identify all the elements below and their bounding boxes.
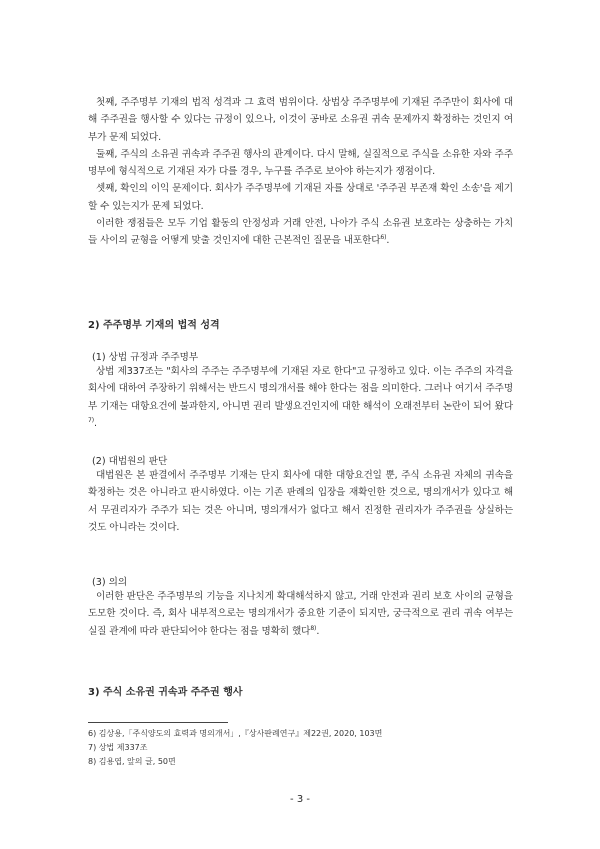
page-number: - 3 - (290, 794, 310, 805)
footnote-8: 8) 김용엽, 앞의 글, 50면 (88, 757, 176, 766)
footnote-6: 6) 김상용,「주식양도의 효력과 명의개서」,『상사판례연구』제22권, 2020, 103면 (88, 729, 383, 738)
subsection-body-1 (88, 363, 513, 432)
subsection-body-2 (88, 467, 513, 536)
footnote-ref-8: 8) (310, 624, 317, 632)
subsection-text-3: 이러한 판단은 주주명부의 기능을 지나치게 확대해석하지 않고, 거래 안전과 권리 보호 사이의 균형을 도모한 것이다. 즉, 회사 내부적으로는 명의개서가 중요한 기준이 되지만, 궁극적으로 권리 귀속 여부는 실질 관계에 따라 판단되어야 한다는 점을 명확히 했다$^{8)}$. (88, 591, 513, 637)
subsection-title-3: (3) 의의 (92, 577, 128, 588)
paragraph-second-issue: 둘째, 주식의 소유권 귀속과 주주권 행사의 관계이다. 다시 말해, 실질적으로 주식을 소유한 자와 주주명부에 형식적으로 기재된 자가 다를 경우, 누구를 주주로 보아야 하는지가 쟁점이다. (88, 148, 513, 178)
footnote-ref-7: 7) (88, 416, 94, 424)
subsection-text-2: 대법원은 본 판결에서 주주명부 기재는 단지 회사에 대한 대항요건일 뿐, 주식 소유권 자체의 귀속을 확정하는 것은 아니라고 판시하였다. 이는 기존 판례의 입장을 재확인한 것으로, 명의개서가 있다고 해서 무권리자가 주주가 되는 것은 아니며, 명의개서가 없다고 해서 진정한 권리자가 주주권을 상실하는 것도 아니라는 것이다. (88, 470, 513, 533)
section-heading-2: 2) 주주명부 기재의 법적 성격 (88, 320, 220, 331)
paragraph-third-issue: 셋째, 확인의 이익 문제이다. 회사가 주주명부에 기재된 자를 상대로 '주주권 부존재 확인 소송'을 제기할 수 있는지가 문제 되었다. (88, 183, 513, 212)
intro-paragraphs (88, 94, 513, 250)
subsection-title-2: (2) 대법원의 판단 (92, 456, 168, 467)
subsection-body-3 (88, 588, 513, 640)
subsection-text-1-content: 상법 제337조는 "회사의 주주는 주주명부에 기재된 자로 한다"고 규정하고 있다. 이는 주주의 자격을 회사에 대하여 주장하기 위해서는 반드시 명의개서를 해야 한다는 점을 의미한다. 그러나 여기서 주주명부 기재는 대항요건에 불과한지, 아니면 권리 발생요건인지에 대한 해석이 오래전부터 논란이 되어 왔다 (88, 366, 513, 412)
footnote-ref-6: 6) (380, 234, 387, 242)
section-heading-3: 3) 주식 소유권 귀속과 주주권 행사 (88, 687, 243, 698)
paragraph-summary: 이러한 쟁점들은 모두 기업 활동의 안정성과 거래 안전, 나아가 주식 소유권 보호라는 상충하는 가치들 사이의 균형을 어떻게 맞출 것인지에 대한 근본적인 질문을 내포한다$^{6)}$. (88, 218, 513, 247)
paragraph-first-issue: 첫째, 주주명부 기재의 법적 성격과 그 효력 범위이다. 상법상 주주명부에 기재된 주주만이 회사에 대해 주주권을 행사할 수 있다는 규정이 있으나, 이것이 공바로 소유권 귀속 문제까지 확정하는 것인지 여부가 문제 되었다. (88, 97, 513, 143)
subsection-text-1: 상법 제337조는 "회사의 주주는 주주명부에 기재된 자로 한다"고 규정하고 있다. 이는 주주의 자격을 회사에 대하여 주장하기 위해서는 반드시 명의개서를 해야 한다는 점을 의미한다. 그러나 여기서 주주명부 기재는 대항요건에 불과한지, 아니면 권리 발생요건인지에 대한 해석이 오래전부터 논란이 되어 왔다$^{7)}$. (88, 366, 513, 429)
subsection-title-1: (1) 상법 규정과 주주명부 (92, 352, 199, 363)
summary-text: 이러한 쟁점들은 모두 기업 활동의 안정성과 거래 안전, 나아가 주식 소유권 보호라는 상충하는 가치들 사이의 균형을 어떻게 맞출 것인지에 대한 근본적인 질문을 내포한다 (88, 218, 513, 247)
subsection-text-3-content: 이러한 판단은 주주명부의 기능을 지나치게 확대해석하지 않고, 거래 안전과 권리 보호 사이의 균형을 도모한 것이다. 즉, 회사 내부적으로는 명의개서가 중요한 기준이 되지만, 궁극적으로 권리 귀속 여부는 실질 관계에 따라 판단되어야 한다는 점을 명확히 했다 (88, 591, 513, 637)
footnote-divider (88, 722, 228, 723)
footnote-7: 7) 상법 제337조 (88, 743, 148, 752)
